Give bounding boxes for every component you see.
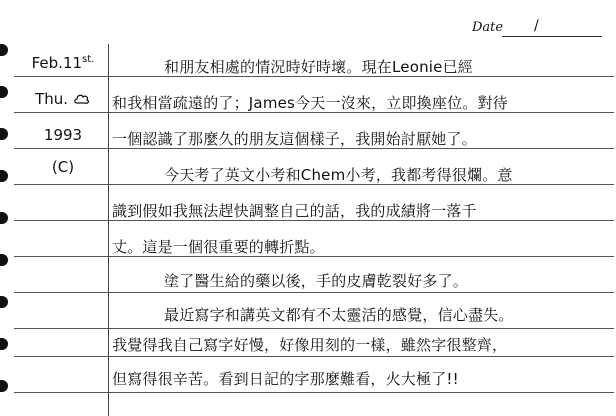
ruled-line: [14, 328, 614, 329]
diary-line: 塗了醫生給的藥以後，手的皮膚乾裂好多了。: [164, 272, 469, 290]
binder-hole: [0, 170, 8, 182]
margin-weekday-text: Thu.: [35, 90, 69, 108]
diary-line: 和朋友相處的情況時好時壞。現在Leonie已經: [164, 58, 474, 76]
margin-line: [108, 44, 109, 416]
diary-line: 一個認識了那麼久的朋友這個樣子，我開始討厭她了。: [112, 130, 477, 148]
date-label: Date: [472, 20, 504, 35]
diary-line: 和我相當疏遠的了；James今天一沒來，立即換座位。對待: [112, 94, 508, 112]
binder-hole: [0, 212, 8, 224]
ruled-line: [14, 356, 614, 357]
ruled-line: [14, 392, 614, 393]
margin-date-suffix: st.: [82, 54, 95, 65]
date-underline: [502, 36, 602, 37]
binder-hole: [0, 86, 8, 98]
margin-year: 1993: [43, 126, 83, 144]
binder-hole: [0, 380, 8, 392]
diary-line: 丈。這是一個很重要的轉折點。: [112, 238, 325, 256]
binder-hole: [0, 254, 8, 266]
date-slash: /: [534, 18, 539, 34]
diary-line: 今天考了英文小考和Chem小考，我都考得很爛。意: [164, 166, 513, 184]
cloud-doodle-icon: [73, 92, 91, 106]
diary-line: 識到假如我無法趕快調整自己的話，我的成績將一落千: [112, 202, 477, 220]
diary-line: 我覺得我自己寫字好慢，好像用刻的一樣，雖然字很整齊，: [112, 336, 508, 354]
diary-line: 最近寫字和講英文都有不太靈活的感覺，信心盡失。: [164, 306, 514, 324]
ruled-line: [14, 292, 614, 293]
margin-date-text: Feb.11: [31, 54, 83, 72]
binder-hole: [0, 296, 8, 308]
margin-weekday: [22, 90, 104, 108]
binder-holes: [0, 0, 10, 416]
margin-date: [22, 54, 104, 72]
margin-note: (C): [51, 158, 75, 176]
binder-hole: [0, 44, 8, 56]
binder-hole: [0, 128, 8, 140]
diary-line: 但寫得很辛苦。看到日記的字那麼難看，火大極了!!: [112, 370, 459, 388]
binder-hole: [0, 338, 8, 350]
